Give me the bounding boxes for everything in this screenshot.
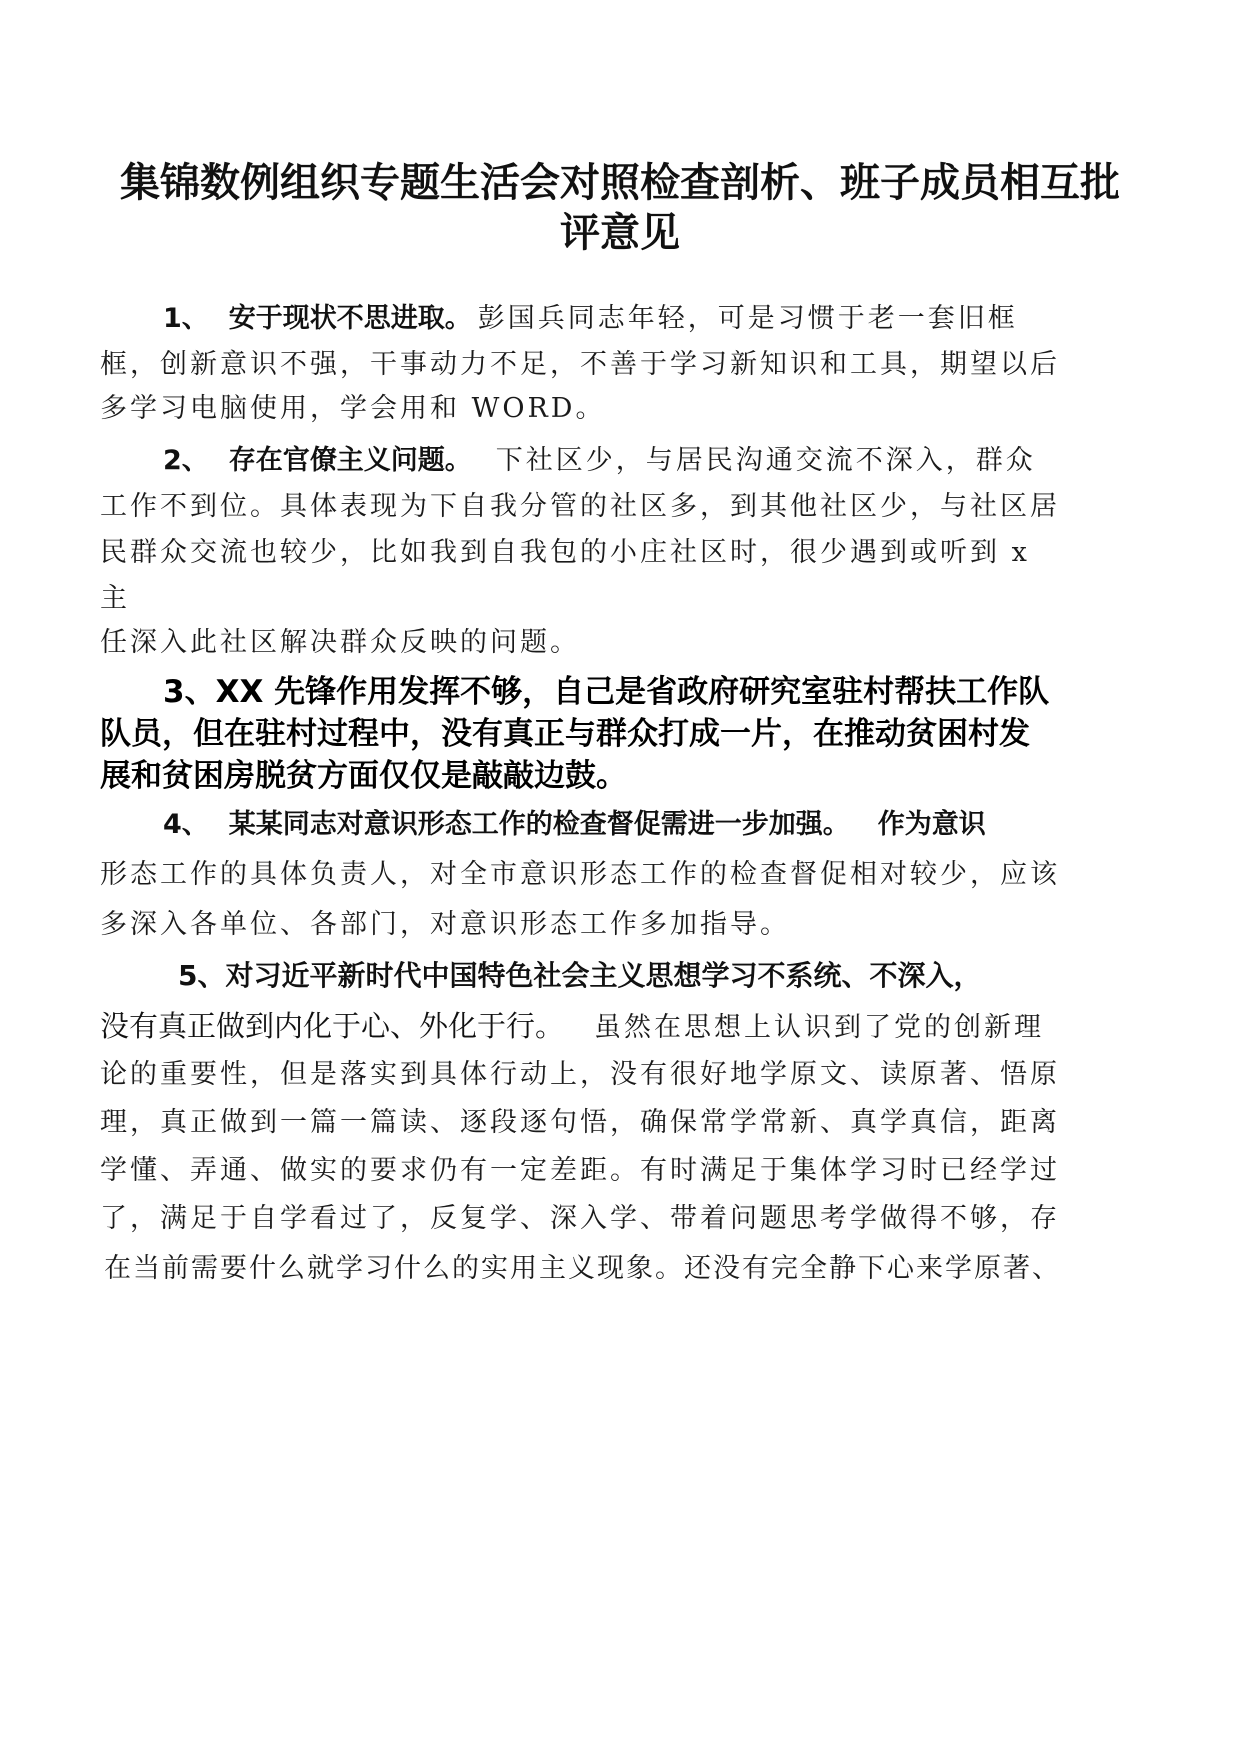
item-4-heading-tail: 作为意识 [877, 809, 986, 840]
item-4-line-1: 形态工作的具体负责人，对全市意识形态工作的检查督促相对较少，应该 [100, 859, 1060, 890]
item-5-first-line [100, 1004, 1044, 1045]
item-5-line-6: 在当前需要什么就学习什么的实用主义现象。还没有完全静下心来学原著、 [104, 1253, 1061, 1284]
item-5-line-2: 论的重要性，但是落实到具体行动上，没有很好地学原文、读原著、悟原 [100, 1059, 1060, 1090]
item-3-line-2: 队员，但在驻村过程中，没有真正与群众打成一片，在推动贫困村发 [100, 716, 1030, 752]
item-1-line-1: 彭国兵同志年轻，可是习惯于老一套旧框 [477, 303, 1018, 334]
document-title: 集锦数例组织专题生活会对照检查剖析、班子成员相互批评意见 [120, 160, 1120, 256]
item-2-number: 2、 [163, 445, 209, 476]
item-3-line-3: 展和贫困房脱贫方面仅仅是敲敲边鼓。 [100, 758, 627, 794]
item-1-number: 1、 [163, 303, 209, 334]
item-5-heading: 5、对习近平新时代中国特色社会主义思想学习不系统、不深入， [178, 959, 982, 992]
item-4-first-line [163, 802, 986, 841]
item-2-heading: 存在官僚主义问题。 [228, 445, 472, 476]
item-1-line-2: 框，创新意识不强，干事动力不足，不善于学习新知识和工具，期望以后 [100, 349, 1060, 380]
item-4-heading: 某某同志对意识形态工作的检查督促需进一步加强。 [228, 809, 850, 840]
item-1-first-line [163, 296, 1018, 335]
item-5-line-4: 学懂、弄通、做实的要求仍有一定差距。有时满足于集体学习时已经学过 [100, 1155, 1060, 1186]
item-5-line-3: 理，真正做到一篇一篇读、逐段逐句悟，确保常学常新、真学真信，距离 [100, 1107, 1060, 1138]
item-1-line-3: 多学习电脑使用，学会用和 WORD。 [100, 393, 606, 424]
item-2-line-5: 任深入此社区解决群众反映的问题。 [100, 627, 580, 658]
item-2-line-1: 下社区少，与居民沟通交流不深入，群众 [495, 445, 1036, 476]
item-4-line-2: 多深入各单位、各部门，对意识形态工作多加指导。 [100, 909, 790, 940]
item-2-line-2: 工作不到位。具体表现为下自我分管的社区多，到其他社区少，与社区居 [100, 491, 1060, 522]
item-2-first-line [163, 438, 1036, 477]
item-1-heading: 安于现状不思进取。 [228, 303, 472, 334]
item-5-first-rest: 虽然在思想上认识到了党的创新理 [594, 1012, 1045, 1043]
item-4-number: 4、 [163, 809, 209, 840]
item-2-line-3: 民群众交流也较少，比如我到自我包的小庄社区时，很少遇到或听到 x [100, 537, 1030, 568]
item-3-line-1: 3、XX 先锋作用发挥不够，自己是省政府研究室驻村帮扶工作队 [163, 674, 1050, 710]
item-5-first-plain: 没有真正做到内化于心、外化于行。 [100, 1009, 565, 1043]
item-2-line-4: 主 [100, 583, 130, 614]
item-5-line-5: 了，满足于自学看过了，反复学、深入学、带着问题思考学做得不够，存 [100, 1203, 1060, 1234]
